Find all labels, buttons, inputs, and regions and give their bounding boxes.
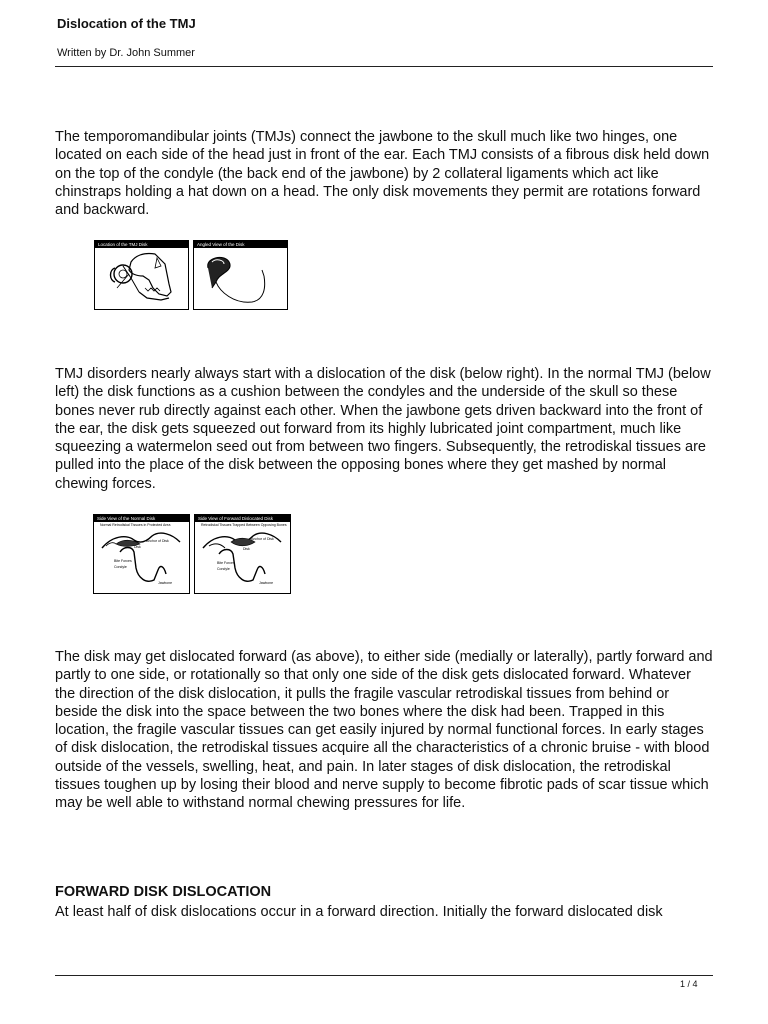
dislocated-disk-illustration [195, 522, 290, 594]
normal-label-bite: Bite Forces [114, 559, 132, 563]
figure-panel-dislocated [194, 514, 291, 594]
normal-label-condyle: Condyle [114, 565, 127, 569]
header-rule [55, 66, 713, 67]
dislocated-subcaption: Retrodiskal Tissues Trapped Between Opposing Bones [201, 523, 287, 527]
footer-rule [55, 975, 713, 976]
dislocated-label-anchor: Anchor of Disk [251, 537, 274, 541]
figure-caption-angled: Angled View of the Disk [194, 241, 287, 248]
figure-panel-location [94, 240, 189, 310]
normal-disk-illustration [94, 522, 189, 594]
normal-label-anchor: Anchor of Disk [146, 539, 169, 543]
figure-caption-location: Location of the TMJ Disk [95, 241, 188, 248]
dislocated-label-condyle: Condyle [217, 567, 230, 571]
dislocated-label-jawbone: Jawbone [259, 581, 274, 585]
paragraph-disorders: TMJ disorders nearly always start with a dislocation of the disk (below right). In the normal TMJ (below left) the disk functions as a cushion between the condyles and the underside of the skull so these bones never rub directly against each other. When the jawbone gets driven backward into the front of the ear, the disk gets squeezed out forward from its highly lubricated joint compartment, much like squeezing a watermelon seed out from between two fingers. Subsequently, the retrodiskal tissues are pulled into the place of the disk between the opposing bones where they get mashed by normal chewing forces. [55, 366, 711, 492]
paragraph-dislocation-directions: The disk may get dislocated forward (as above), to either side (medially or laterally), partly forward and partly to one side, or rotationally so that only one side of the disk gets dislocated forward. Whatever the direction of the disk dislocation, it pulls the fragile vascular retrodiskal tissues from behind or beside the disk into the space between the two bones where the disk had been. Trapped in this location, the fragile vascular tissues can get easily injured by normal functional forces. In early stages of disk dislocation, the retrodiskal tissues acquire all the characteristics of a chronic bruise - with blood outside of the vessels, swelling, heat, and pain. In later stages of disk dislocation, the retrodiskal tissues toughen up by losing their blood and nerve supply to become fibrotic pads of scar tissue which may be well able to withstand normal chewing pressures for life. [55, 649, 713, 812]
figure-caption-normal: Side View of the Normal Disk [94, 515, 189, 522]
dislocated-label-bite: Bite Forces [217, 561, 235, 565]
disk-angled-illustration [194, 248, 287, 310]
figure-caption-dislocated: Side View of Forward Dislocated Disk [195, 515, 290, 522]
normal-subcaption: Normal Retrodiskal Tissues in Protected Area [100, 523, 171, 527]
figure-panel-normal [93, 514, 190, 594]
section-heading: FORWARD DISK DISLOCATION [55, 884, 272, 900]
document-title: Dislocation of the TMJ [57, 16, 196, 31]
paragraph-intro: The temporomandibular joints (TMJs) connect the jawbone to the skull much like two hinges, one located on each side of the head just in front of the ear. Each TMJ consists of a fibrous disk held down on the top of the condyle (the back end of the jawbone) by 2 collateral ligaments which act like chinstraps holding a hat down on a head. The only disk movements they permit are rotations forward and backward. [55, 129, 710, 219]
section-text: At least half of disk dislocations occur in a forward direction. Initially the forward dislocated disk [55, 904, 663, 920]
normal-label-jawbone: Jawbone [158, 581, 173, 585]
normal-label-disk: Disk [134, 545, 141, 549]
skull-illustration [95, 248, 188, 310]
page-number: 1 / 4 [680, 979, 698, 989]
author-byline: Written by Dr. John Summer [57, 47, 195, 59]
dislocated-label-disk: Disk [243, 547, 250, 551]
figure-panel-angled [193, 240, 288, 310]
